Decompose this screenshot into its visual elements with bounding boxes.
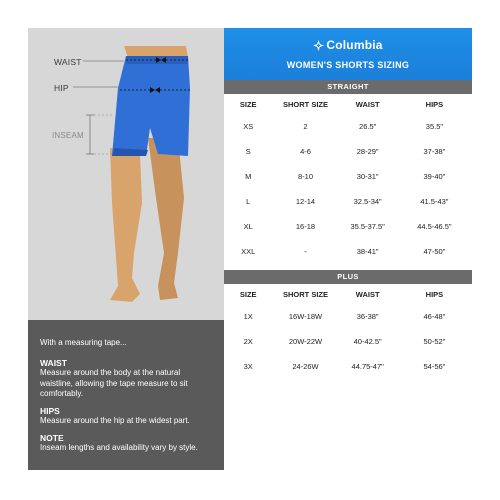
cell-waist: 44.75-47" — [351, 362, 384, 371]
cell-hips: 44.5-46.5" — [417, 222, 452, 231]
table-row — [224, 214, 472, 239]
cell-waist: 28-29" — [356, 147, 379, 156]
table-row — [224, 189, 472, 214]
table-row — [224, 329, 472, 354]
plus-size-table — [224, 284, 472, 379]
col-header-size: SIZE — [239, 99, 257, 109]
table-row — [224, 164, 472, 189]
cell-short-size: 8-10 — [297, 172, 313, 181]
chart-title: WOMEN'S SHORTS SIZING — [286, 60, 410, 70]
instructions-panel — [28, 320, 224, 470]
cell-short-size: 12-14 — [295, 197, 316, 206]
cell-short-size: 16W-18W — [288, 312, 323, 321]
cell-size: L — [246, 197, 251, 206]
cell-hips: 39-40" — [423, 172, 446, 181]
cell-size: XS — [243, 122, 254, 131]
cell-short-size: 20W-22W — [288, 337, 323, 346]
size-chart — [224, 28, 472, 379]
cell-short-size: 24-26W — [292, 362, 319, 371]
instructions-intro: With a measuring tape... — [40, 338, 127, 347]
table-header-row — [224, 284, 472, 304]
cell-short-size: 16-18 — [295, 222, 316, 231]
cell-size: XL — [243, 222, 253, 231]
table-row — [224, 139, 472, 164]
straight-size-table — [224, 94, 472, 264]
columbia-diamond-icon — [313, 40, 324, 54]
waist-figure-label: WAIST — [54, 57, 82, 67]
waist-heading: WAIST — [40, 357, 67, 368]
table-row — [224, 114, 472, 139]
note-text: Inseam lengths and availability vary by style. — [40, 443, 198, 452]
col-header-hips: HIPS — [425, 289, 444, 299]
hip-figure-label: HIP — [54, 83, 69, 93]
table-row — [224, 304, 472, 329]
col-header-waist: WAIST — [355, 99, 380, 109]
cell-short-size: 4-6 — [300, 147, 311, 156]
cell-waist: 38-41" — [356, 247, 379, 256]
cell-size: XXL — [241, 247, 256, 256]
cell-hips: 35.5" — [425, 122, 444, 131]
cell-hips: 46-48" — [423, 312, 446, 321]
cell-size: 1X — [243, 312, 253, 321]
cell-waist: 35.5-37.5" — [350, 222, 385, 231]
table-row — [224, 239, 472, 264]
cell-hips: 50-52" — [423, 337, 446, 346]
cell-waist: 30-31" — [356, 172, 379, 181]
col-header-size: SIZE — [239, 289, 257, 299]
cell-hips: 41.5-43" — [420, 197, 449, 206]
cell-waist: 26.5" — [359, 122, 377, 131]
cell-hips: 47-50" — [423, 247, 446, 256]
note-heading: NOTE — [40, 432, 64, 443]
cell-hips: 54-56" — [423, 362, 446, 371]
hips-instructions: Measure around the hip at the widest part. — [40, 416, 190, 425]
straight-section-band: STRAIGHT — [224, 80, 472, 94]
chart-header — [224, 28, 472, 80]
cell-waist: 36-38" — [356, 312, 379, 321]
cell-size: 2X — [243, 337, 253, 346]
inseam-figure-label: INSEAM — [52, 131, 84, 140]
col-header-short-size: SHORT SIZE — [282, 289, 328, 299]
hips-heading: HIPS — [40, 405, 60, 416]
brand-name: Columbia — [326, 38, 383, 52]
cell-short-size: 2 — [303, 122, 308, 131]
plus-section-band: PLUS — [224, 270, 472, 284]
measurement-figure-panel — [28, 28, 224, 320]
col-header-hips: HIPS — [425, 99, 444, 109]
table-header-row — [224, 94, 472, 114]
col-header-waist: WAIST — [355, 289, 380, 299]
cell-short-size: - — [304, 247, 307, 256]
cell-size: S — [245, 147, 251, 156]
brand-logo — [224, 28, 472, 54]
figure-illustration — [28, 28, 224, 320]
col-header-short-size: SHORT SIZE — [282, 99, 328, 109]
cell-size: 3X — [243, 362, 253, 371]
cell-hips: 37-38" — [423, 147, 446, 156]
table-row — [224, 354, 472, 379]
cell-waist: 32.5-34" — [353, 197, 382, 206]
waist-instructions: Measure around the body at the natural waistline, allowing the tape measure to sit comfortably. — [40, 368, 188, 398]
cell-size: M — [245, 172, 252, 181]
cell-waist: 40-42.5" — [353, 337, 382, 346]
